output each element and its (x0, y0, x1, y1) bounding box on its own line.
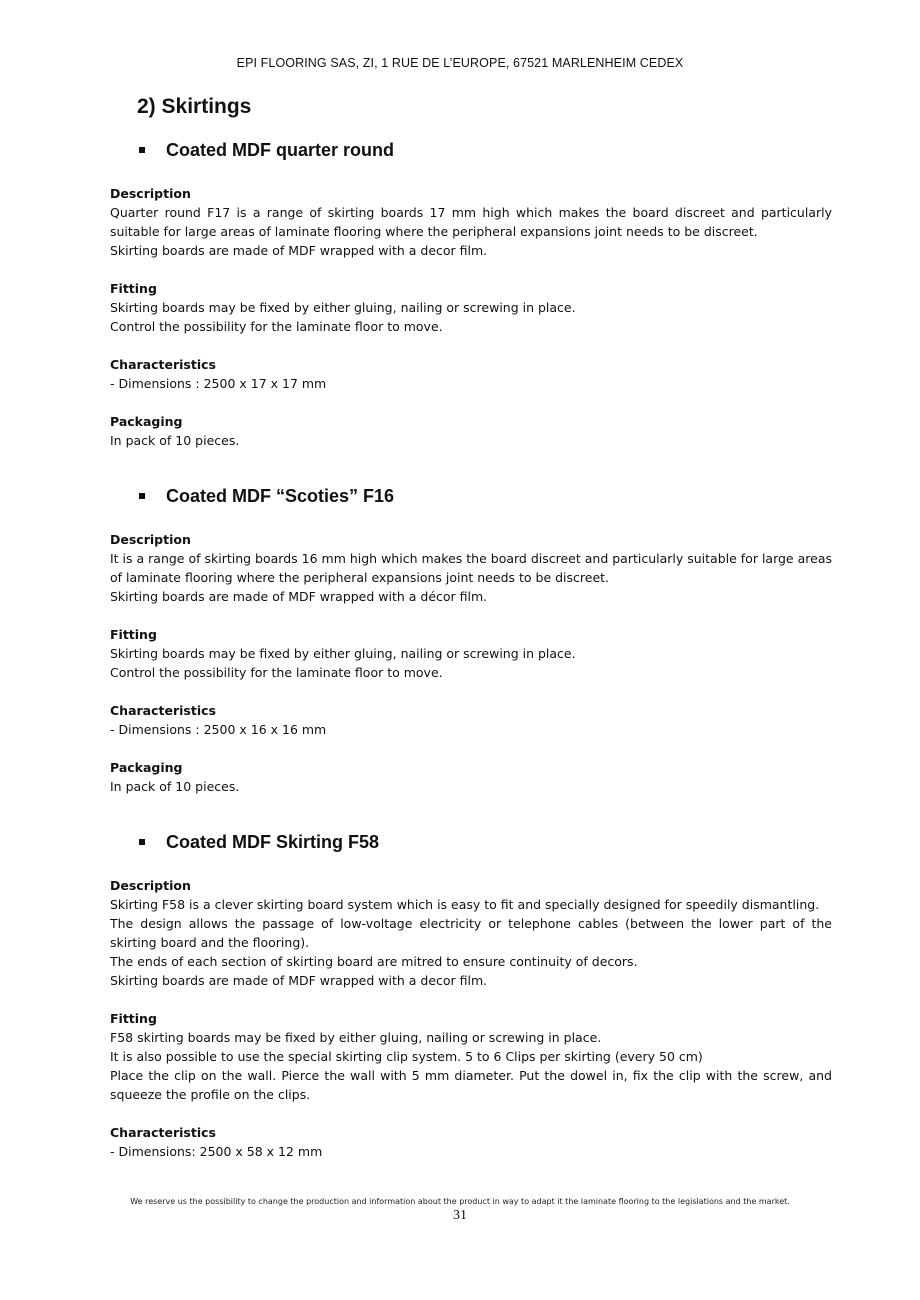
fitting-text: Control the possibility for the laminate floor to move. (110, 665, 443, 680)
description-text: It is a range of skirting boards 16 mm high which makes the board discreet and particularly suitable for large areas of laminate flooring where the peripheral expansions joint needs to be discreet. (110, 551, 832, 585)
fitting-text: Place the clip on the wall. Pierce the wall with 5 mm diameter. Put the dowel in, fix the clip with the screw, and squeeze the profile on the clips. (110, 1068, 832, 1102)
bullet-icon (139, 493, 145, 499)
description-label: Description (110, 186, 191, 201)
product-heading (110, 139, 832, 161)
description-text: Quarter round F17 is a range of skirting boards 17 mm high which makes the board discreet and particularly suitable for large areas of laminate flooring where the peripheral expansions joint needs to be discreet. (110, 205, 832, 239)
characteristics-label: Characteristics (110, 703, 216, 718)
fitting-label: Fitting (110, 281, 157, 296)
packaging-label: Packaging (110, 760, 183, 775)
characteristics-label: Characteristics (110, 357, 216, 372)
section-title: 2) Skirtings (137, 95, 252, 118)
description-label: Description (110, 878, 191, 893)
page-number: 31 (453, 1208, 467, 1223)
fitting-text: F58 skirting boards may be fixed by either gluing, nailing or screwing in place. (110, 1030, 602, 1045)
characteristics-text: - Dimensions : 2500 x 16 x 16 mm (110, 722, 327, 737)
description-text: Skirting boards are made of MDF wrapped with a décor film. (110, 589, 488, 604)
packaging-text: In pack of 10 pieces. (110, 433, 240, 448)
product-title: Coated MDF quarter round (166, 140, 394, 160)
bullet-icon (139, 839, 145, 845)
product-title: Coated MDF Skirting F58 (166, 832, 380, 852)
description-label: Description (110, 532, 191, 547)
description-text: Skirting boards are made of MDF wrapped with a decor film. (110, 973, 488, 988)
characteristics-text: - Dimensions: 2500 x 58 x 12 mm (110, 1144, 323, 1159)
description-text: The design allows the passage of low-voltage electricity or telephone cables (between the lower part of the skirting board and the flooring). (110, 916, 832, 950)
fitting-text: Skirting boards may be fixed by either gluing, nailing or screwing in place. (110, 646, 576, 661)
description-text: Skirting F58 is a clever skirting board system which is easy to fit and specially designed for speedily dismantling. (110, 897, 820, 912)
packaging-text: In pack of 10 pieces. (110, 779, 240, 794)
fitting-text: Control the possibility for the laminate floor to move. (110, 319, 443, 334)
characteristics-text: - Dimensions : 2500 x 17 x 17 mm (110, 376, 327, 391)
product-section-quarter-round (110, 139, 832, 450)
fitting-label: Fitting (110, 1011, 157, 1026)
product-heading (110, 831, 832, 853)
bullet-icon (139, 147, 145, 153)
product-heading (110, 485, 832, 507)
product-section-f58 (110, 831, 832, 1161)
description-text: The ends of each section of skirting board are mitred to ensure continuity of decors. (110, 954, 638, 969)
characteristics-label: Characteristics (110, 1125, 216, 1140)
fitting-text: Skirting boards may be fixed by either gluing, nailing or screwing in place. (110, 300, 576, 315)
product-section-scoties (110, 485, 832, 796)
fitting-text: It is also possible to use the special skirting clip system. 5 to 6 Clips per skirting (every 50 cm) (110, 1049, 703, 1064)
description-text: Skirting boards are made of MDF wrapped with a decor film. (110, 243, 488, 258)
page-header: EPI FLOORING SAS, ZI, 1 RUE DE L’EUROPE, 67521 MARLENHEIM CEDEX (236, 56, 684, 70)
packaging-label: Packaging (110, 414, 183, 429)
product-title: Coated MDF “Scoties” F16 (166, 486, 395, 506)
footer-disclaimer: We reserve us the possibility to change the production and information about the product in way to adapt it the laminate flooring to the legislations and the market. (130, 1197, 790, 1206)
fitting-label: Fitting (110, 627, 157, 642)
